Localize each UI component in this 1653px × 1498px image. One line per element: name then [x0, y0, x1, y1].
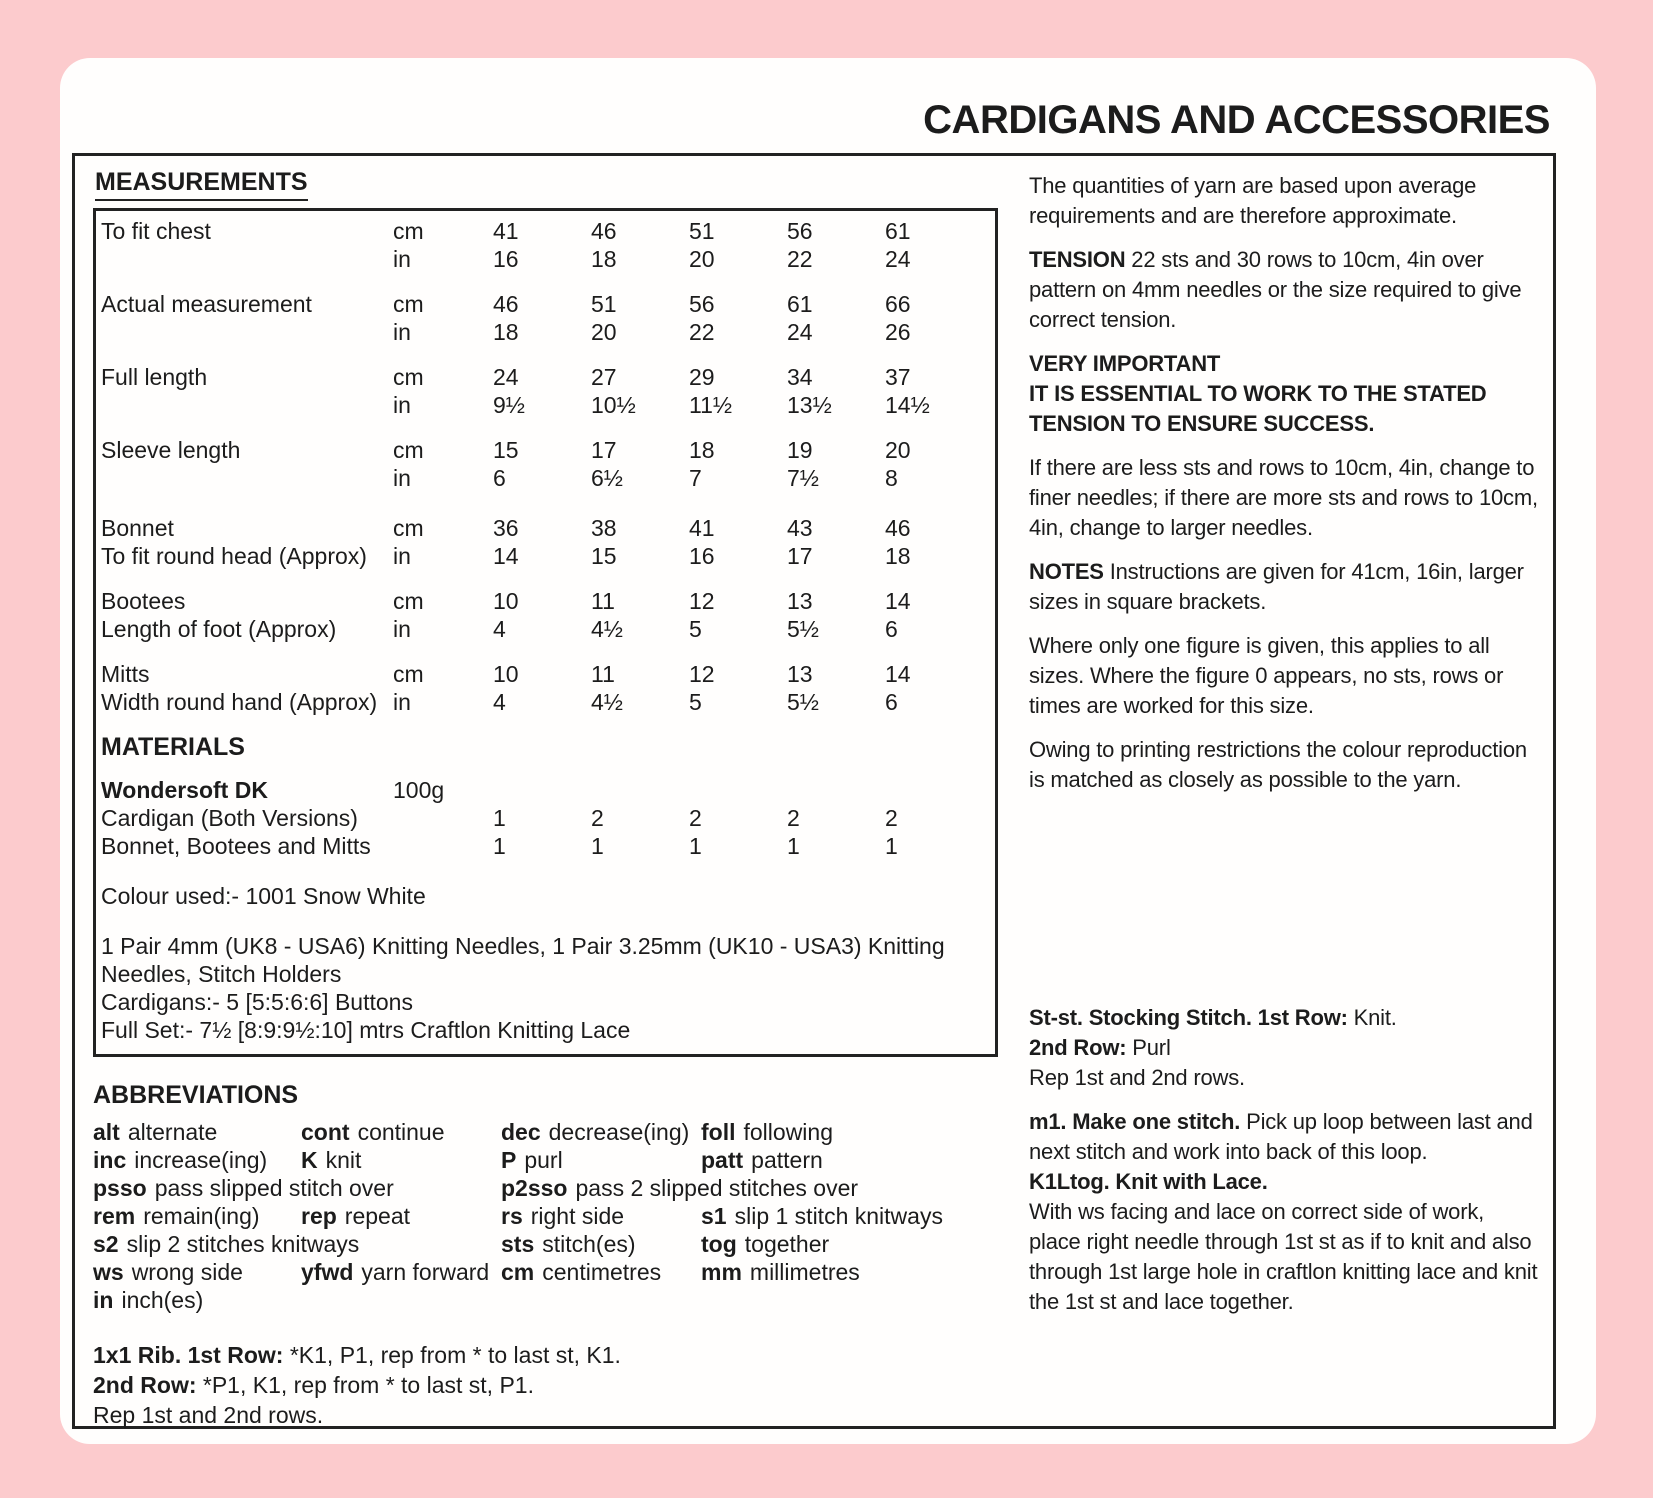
abbr-row	[93, 1230, 1005, 1258]
size-value-in: 24	[885, 246, 911, 272]
abbr-definition: increase(ing)	[134, 1147, 268, 1173]
abbr-definition: knit	[325, 1147, 362, 1173]
text: Owing to printing restrictions the colour reproduction is matched as closely as possible to the yarn.	[1029, 737, 1527, 792]
abbr-definition: yarn forward	[361, 1259, 490, 1285]
text: Purl	[1126, 1035, 1171, 1060]
abbr-term: dec	[501, 1119, 541, 1145]
size-value-cm: 18	[689, 437, 715, 463]
note-line	[1029, 735, 1541, 795]
materials-rows	[101, 776, 989, 860]
size-value-in: 18	[493, 319, 519, 345]
size-value-cm: 34	[787, 364, 813, 390]
size-value-in: 18	[591, 246, 617, 272]
text: 22 sts and 30 rows to 10cm, 4in over pattern on 4mm needles or the size required to give correct tension.	[1029, 247, 1522, 332]
abbr-item	[93, 1146, 301, 1174]
bold-text: VERY IMPORTANT	[1029, 351, 1221, 376]
needles-line: 1 Pair 4mm (UK8 - USA6) Knitting Needles, 1 Pair 3.25mm (UK10 - USA3) Knitting Needles, Stitch Holders	[101, 933, 945, 987]
size-value-in: 7	[689, 465, 702, 491]
size-value-in: 14½	[885, 392, 930, 418]
size-value-cm: 66	[885, 291, 911, 317]
size-value-in: 6	[885, 616, 898, 642]
size-value-cm: 19	[787, 437, 813, 463]
abbr-definition: remain(ing)	[143, 1203, 260, 1229]
abbr-row	[93, 1118, 1005, 1146]
buttons-line: Cardigans:- 5 [5:5:6:6] Buttons	[101, 989, 413, 1015]
abbr-term: cm	[501, 1259, 535, 1285]
row-label: Bootees	[101, 588, 186, 614]
size-value-cm: 46	[493, 291, 519, 317]
text: Instructions are given for 41cm, 16in, larger sizes in square brackets.	[1029, 559, 1524, 614]
abbr-item	[701, 1146, 1005, 1174]
ball-count: 1	[689, 833, 702, 859]
colour-line: Colour used:- 1001 Snow White	[101, 883, 426, 909]
size-value-in: 5½	[787, 616, 819, 642]
size-value-cm: 51	[689, 218, 715, 244]
text: Rep 1st and 2nd rows.	[1029, 1065, 1245, 1090]
size-value-cm: 43	[787, 515, 813, 541]
unit-label	[393, 804, 493, 832]
row-label: To fit chest	[101, 218, 211, 244]
size-value-cm: 20	[885, 437, 911, 463]
yarn-name: Wondersoft DK	[101, 777, 268, 803]
size-value-in: 4½	[591, 689, 623, 715]
row-sublabel	[101, 245, 393, 273]
yarn-header-row	[101, 776, 989, 804]
abbr-row	[93, 1146, 1005, 1174]
size-value-in: 10½	[591, 392, 636, 418]
abbr-definition: slip 2 stitches knitways	[126, 1231, 360, 1257]
rib-line	[93, 1400, 1005, 1430]
measurement-row	[101, 436, 989, 492]
abbr-definition: stitch(es)	[542, 1231, 636, 1257]
abbr-definition: right side	[530, 1203, 625, 1229]
abbr-term: s1	[701, 1203, 727, 1229]
note-block	[1029, 557, 1541, 617]
unit-label: cm	[393, 218, 424, 244]
size-value-cm: 38	[591, 515, 617, 541]
abbr-definition: purl	[524, 1147, 563, 1173]
materials-heading: MATERIALS	[101, 733, 245, 761]
text: Knit.	[1347, 1005, 1397, 1030]
unit-label: cm	[393, 661, 424, 687]
note-block	[1029, 631, 1541, 721]
note-line	[1029, 557, 1541, 617]
note-line	[1029, 1033, 1541, 1063]
unit-label	[393, 832, 493, 860]
size-value-cm: 56	[689, 291, 715, 317]
size-value-in: 11½	[689, 392, 733, 418]
abbr-definition: wrong side	[131, 1259, 243, 1285]
materials-row	[101, 804, 989, 832]
text: Rep 1st and 2nd rows.	[93, 1402, 324, 1428]
bold-text: St-st. Stocking Stitch. 1st Row:	[1029, 1005, 1348, 1030]
abbr-term: ws	[93, 1259, 124, 1285]
unit-label: in	[393, 689, 411, 715]
text: With ws facing and lace on correct side of work, place right needle through 1st st as if to knit and also through 1st large hole in craftlon knitting lace and knit the 1st st and lace together.	[1029, 1199, 1538, 1314]
abbr-item	[301, 1258, 501, 1286]
bold-text: NOTES	[1029, 559, 1104, 584]
size-value-cm: 46	[885, 515, 911, 541]
unit-label: cm	[393, 588, 424, 614]
measurements-heading: MEASUREMENTS	[95, 168, 308, 201]
ball-count: 2	[885, 805, 898, 831]
size-value-cm: 14	[885, 588, 911, 614]
note-line	[1029, 171, 1541, 231]
abbr-item	[701, 1230, 1005, 1258]
abbr-term: s2	[93, 1231, 119, 1257]
bold-text: IT IS ESSENTIAL TO WORK TO THE STATED TENSION TO ENSURE SUCCESS.	[1029, 381, 1487, 436]
note-line	[1029, 349, 1541, 379]
yarn-weight: 100g	[393, 777, 445, 803]
note-line	[1029, 245, 1541, 335]
unit-label: cm	[393, 515, 424, 541]
size-value-in: 6	[885, 689, 898, 715]
unit-label: in	[393, 616, 411, 642]
size-value-in: 8	[885, 465, 898, 491]
size-value-cm: 61	[885, 218, 911, 244]
abbr-term: yfwd	[301, 1259, 354, 1285]
note-block	[1029, 735, 1541, 795]
size-value-cm: 51	[591, 291, 617, 317]
text: *P1, K1, rep from * to last st, P1.	[196, 1372, 534, 1398]
size-value-in: 5	[689, 689, 702, 715]
abbr-term: patt	[701, 1147, 744, 1173]
note-line	[1029, 631, 1541, 721]
abbr-item	[301, 1146, 501, 1174]
lace-line: Full Set:- 7½ [8:9:9½:10] mtrs Craftlon Knitting Lace	[101, 1017, 631, 1043]
rib-line	[93, 1340, 1005, 1370]
abbr-item	[93, 1286, 301, 1314]
size-value-cm: 37	[885, 364, 911, 390]
size-value-cm: 27	[591, 364, 617, 390]
size-value-in: 24	[787, 319, 813, 345]
unit-label: cm	[393, 437, 424, 463]
row-label: Actual measurement	[101, 291, 312, 317]
ball-count: 1	[885, 833, 898, 859]
unit-label: in	[393, 246, 411, 272]
abbr-row	[93, 1202, 1005, 1230]
size-value-cm: 61	[787, 291, 813, 317]
abbr-term: rem	[93, 1203, 136, 1229]
size-value-in: 22	[689, 319, 715, 345]
size-value-in: 4	[493, 616, 506, 642]
note-block	[1029, 171, 1541, 231]
bold-text: K1Ltog. Knit with Lace.	[1029, 1169, 1268, 1194]
ball-count: 1	[493, 805, 506, 831]
row-sublabel	[101, 318, 393, 346]
abbr-row	[93, 1174, 1005, 1202]
abbr-term: cont	[301, 1119, 350, 1145]
size-value-cm: 29	[689, 364, 715, 390]
abbr-term: K	[301, 1147, 318, 1173]
size-value-cm: 24	[493, 364, 519, 390]
size-value-in: 13½	[787, 392, 832, 418]
abbr-definition: together	[744, 1231, 830, 1257]
abbr-item	[301, 1118, 501, 1146]
measurement-row	[101, 363, 989, 419]
abbr-term: foll	[701, 1119, 736, 1145]
rib-block	[93, 1340, 1005, 1430]
abbr-definition: pass slipped stitch over	[154, 1175, 394, 1201]
abbr-row	[93, 1258, 1005, 1286]
size-value-cm: 10	[493, 661, 519, 687]
measurement-row	[101, 587, 989, 643]
unit-label: in	[393, 319, 411, 345]
note-block	[1029, 349, 1541, 439]
size-value-in: 4½	[591, 616, 623, 642]
size-value-in: 5½	[787, 689, 819, 715]
ball-count: 1	[493, 833, 506, 859]
size-value-in: 9½	[493, 392, 525, 418]
ball-count: 2	[591, 805, 604, 831]
abbr-item	[501, 1202, 701, 1230]
abbr-term: P	[501, 1147, 517, 1173]
abbr-term: tog	[701, 1231, 737, 1257]
size-value-in: 14	[493, 543, 519, 569]
note-line	[1029, 1063, 1541, 1093]
note-block	[1029, 1107, 1541, 1317]
size-value-cm: 17	[591, 437, 617, 463]
unit-label: in	[393, 392, 411, 418]
measurement-row	[101, 217, 989, 273]
text: *K1, P1, rep from * to last st, K1.	[283, 1342, 621, 1368]
size-value-in: 4	[493, 689, 506, 715]
abbr-term: p2sso	[501, 1175, 568, 1201]
measurements-table	[93, 208, 998, 1057]
size-value-in: 16	[493, 246, 519, 272]
abbr-item	[701, 1202, 1005, 1230]
abbr-term: alt	[93, 1119, 120, 1145]
abbr-term: rep	[301, 1203, 337, 1229]
page-title: CARDIGANS AND ACCESSORIES	[923, 98, 1550, 142]
unit-label: cm	[393, 364, 424, 390]
row-label: Bonnet, Bootees and Mitts	[101, 833, 371, 859]
size-value-in: 7½	[787, 465, 819, 491]
bold-text: 2nd Row:	[1029, 1035, 1127, 1060]
bold-text: 1x1 Rib. 1st Row:	[93, 1342, 284, 1368]
size-value-cm: 14	[885, 661, 911, 687]
row-sublabel: To fit round head (Approx)	[101, 543, 367, 569]
abbr-term: rs	[501, 1203, 523, 1229]
text: If there are less sts and rows to 10cm, 4in, change to finer needles; if there are more sts and rows to 10cm, 4in, change to larger needles.	[1029, 455, 1538, 540]
size-value-in: 6	[493, 465, 506, 491]
size-value-in: 22	[787, 246, 813, 272]
abbr-definition: alternate	[127, 1119, 218, 1145]
abbr-definition: pass 2 slipped stitches over	[575, 1175, 859, 1201]
measurements-rows	[101, 217, 989, 716]
size-value-cm: 12	[689, 661, 715, 687]
bold-text: 2nd Row:	[93, 1372, 197, 1398]
size-value-cm: 11	[591, 588, 615, 614]
abbr-term: in	[93, 1287, 114, 1313]
unit-label: cm	[393, 291, 424, 317]
size-value-in: 6½	[591, 465, 623, 491]
abbr-definition: continue	[357, 1119, 445, 1145]
abbr-term: psso	[93, 1175, 147, 1201]
bold-text: m1. Make one stitch.	[1029, 1109, 1241, 1134]
unit-label: in	[393, 465, 411, 491]
unit-label: in	[393, 543, 411, 569]
abbr-item	[501, 1118, 701, 1146]
size-value-in: 15	[591, 543, 617, 569]
left-column	[93, 168, 1005, 1430]
size-value-in: 5	[689, 616, 702, 642]
size-value-cm: 10	[493, 588, 519, 614]
abbr-definition: centimetres	[542, 1259, 662, 1285]
abbr-item	[701, 1118, 1005, 1146]
abbr-item	[93, 1258, 301, 1286]
abbreviations-heading: ABBREVIATIONS	[93, 1081, 299, 1109]
size-value-in: 18	[885, 543, 911, 569]
abbr-item	[93, 1230, 501, 1258]
note-line	[1029, 379, 1541, 439]
abbr-rows	[93, 1118, 1005, 1314]
row-label: Cardigan (Both Versions)	[101, 805, 358, 831]
abbr-item	[93, 1174, 501, 1202]
abbr-definition: inch(es)	[121, 1287, 204, 1313]
ball-count: 1	[591, 833, 604, 859]
size-value-cm: 13	[787, 661, 813, 687]
abbr-definition: millimetres	[749, 1259, 860, 1285]
ball-count: 2	[689, 805, 702, 831]
abbr-item	[501, 1230, 701, 1258]
text: Where only one figure is given, this applies to all sizes. Where the figure 0 appears, no sts, rows or times are worked for this size.	[1029, 633, 1504, 718]
size-value-cm: 36	[493, 515, 519, 541]
note-line	[1029, 1167, 1541, 1197]
abbr-term: mm	[701, 1259, 742, 1285]
size-value-cm: 56	[787, 218, 813, 244]
abbr-term: sts	[501, 1231, 535, 1257]
measurement-row	[101, 514, 989, 570]
row-sublabel	[101, 391, 393, 419]
size-value-cm: 41	[493, 218, 519, 244]
text: The quantities of yarn are based upon average requirements and are therefore approximate.	[1029, 173, 1477, 228]
row-label: Full length	[101, 364, 208, 390]
size-value-in: 26	[885, 319, 911, 345]
size-value-in: 20	[591, 319, 617, 345]
abbr-item	[501, 1174, 1005, 1202]
ball-count: 1	[787, 833, 800, 859]
note-block	[1029, 245, 1541, 335]
row-label: Bonnet	[101, 515, 174, 541]
size-value-cm: 15	[493, 437, 519, 463]
rib-line	[93, 1370, 1005, 1400]
note-block	[1029, 453, 1541, 543]
abbr-item	[301, 1202, 501, 1230]
abbr-item	[93, 1202, 301, 1230]
row-label: Sleeve length	[101, 437, 241, 463]
abbr-term: inc	[93, 1147, 127, 1173]
row-sublabel: Length of foot (Approx)	[101, 616, 337, 642]
size-value-cm: 41	[689, 515, 715, 541]
text: Pick up loop between last and next stitch and work into back of this loop.	[1029, 1109, 1533, 1164]
note-line	[1029, 453, 1541, 543]
bold-text: TENSION	[1029, 247, 1126, 272]
abbr-row	[93, 1286, 1005, 1314]
pattern-page	[60, 58, 1596, 1444]
size-value-cm: 13	[787, 588, 813, 614]
row-label: Mitts	[101, 661, 150, 687]
row-sublabel: Width round hand (Approx)	[101, 689, 378, 715]
measurement-row	[101, 660, 989, 716]
abbr-item	[501, 1146, 701, 1174]
right-column	[1029, 168, 1543, 1430]
size-value-cm: 11	[591, 661, 615, 687]
note-line	[1029, 1003, 1541, 1033]
abbreviations-section	[93, 1081, 1005, 1314]
ball-count: 2	[787, 805, 800, 831]
note-line	[1029, 1107, 1541, 1167]
abbr-item	[93, 1118, 301, 1146]
abbr-definition: repeat	[344, 1203, 411, 1229]
size-value-cm: 12	[689, 588, 715, 614]
abbr-item	[501, 1258, 701, 1286]
note-line	[1029, 1197, 1541, 1317]
materials-row	[101, 832, 989, 860]
size-value-in: 17	[787, 543, 813, 569]
abbr-definition: decrease(ing)	[548, 1119, 690, 1145]
abbr-definition: pattern	[751, 1147, 823, 1173]
size-value-cm: 46	[591, 218, 617, 244]
note-block	[1029, 1003, 1541, 1093]
content-box	[72, 153, 1556, 1429]
row-sublabel	[101, 464, 393, 492]
size-value-in: 16	[689, 543, 715, 569]
size-value-in: 20	[689, 246, 715, 272]
abbr-definition: following	[743, 1119, 833, 1145]
abbr-item	[701, 1258, 1005, 1286]
measurement-row	[101, 290, 989, 346]
abbr-definition: slip 1 stitch knitways	[734, 1203, 943, 1229]
